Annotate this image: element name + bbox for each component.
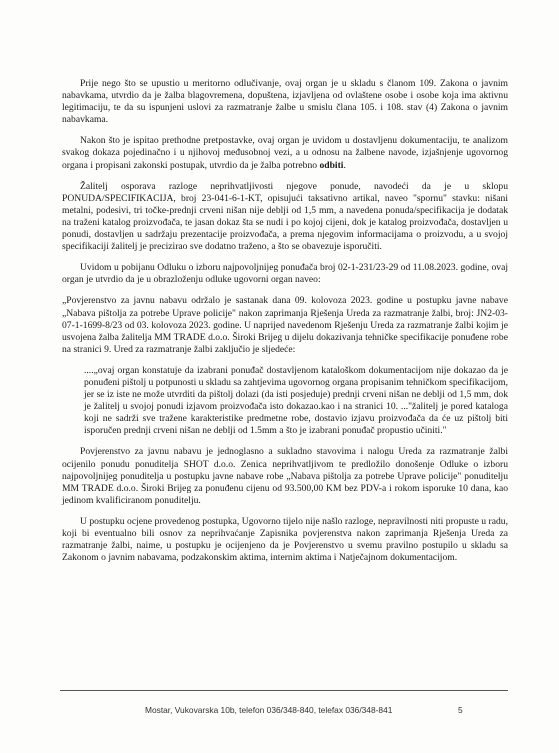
- quoted-office-conclusion: ....„ovaj organ konstatuje da izabrani ponuđač dostavljenom kataloškom dokumentacijom nije dokazao da je ponuđeni pištolj u potpunosti u skladu sa zahtjevima ugovornog organa propisanim tehničkom specifikacijom, jer se iz iste ne može utvrditi da pištolj dolazi (da isti posjeduje) prednji crveni nišan ne deblji od 1,5 mm, dok je žalitelj u svojoj ponudi izjavom proizvođača isto dokazao.kao i na stranici 10. ..."žalitelj je pored kataloga koji ne sadrži sve tražene karakteristike predmetne robe, dostavio izjavu proizvođača da će uz pištolj biti isporučen prednji crveni nišan ne deblji od 1.5mm a što je izabrani ponuđač propustio učiniti.": [84, 364, 508, 437]
- paragraph-examination-text: Nakon što je ispitao prethodne pretpostavke, ovaj organ je uvidom u dostavljenu dokumentaciju, te analizom svakog dokaza pojedinačno i u njihovoj međusobnoj vezi, a u odnosu na žalbene navode, izjašnjenje ugovornog organa i propisani zakonski postupak, utvrdio da je žalba potrebno: [62, 135, 508, 171]
- paragraph-commission-proposal: Povjerenstvo za javnu nabavu je jednoglasno a sukladno stavovima i nalogu Ureda za razmatranje žalbi ocijenilo ponudu ponuditelja SHOT d.o.o. Zenica neprihvatljivom te predložilo donošenje Odluke o izboru najpovoljnijeg ponuditelja u postupku javne nabave robe „Nabava pištolja za potrebe Uprave policije" ponuditelju MM TRADE d.o.o. Široki Brijeg za ponuđenu cijenu od 93.500,00 KM bez PDV-a i rokom isporuke 10 dana, kao jedinom kvalificiranom ponuditelju.: [62, 446, 508, 506]
- decision-keyword: odbiti: [319, 159, 344, 171]
- quoted-commission-statement: „Povjerenstvo za javnu nabavu održalo je sastanak dana 09. kolovoza 2023. godine u postupku javne nabave „Nabava pištolja za potrebe Uprave policije" nakon zaprimanja Rješenja Ureda za razmatranje žalbi, broj: JN2-03-07-1-1699-8/23 od 03. kolovoza 2023. godine. U naprijed navedenom Rješenju Ureda za razmatranje žalbi kojim je usvojena žalba žalitelja MM TRADE d.o.o. Široki Brijeg u dijelu dokazivanja tehničke specifikacije ponuđene robe na stranici 9. Ured za razmatranje žalbi zaključio je sljedeće:: [62, 295, 508, 355]
- document-body: [62, 78, 508, 573]
- page-number: 5: [458, 705, 463, 715]
- paragraph-appellant-claims: Žalitelj osporava razloge neprihvatljivosti njegove ponude, navodeći da je u sklopu PONUDA/SPECIFIKACIJA, broj 23-041-6-1-KT, opisujući taksativno artikal, naveo "spornu" stavku: nišani metalni, podesivi, tri točke-prednji crveni nišan nije deblji od 1,5 mm, a navedena ponuda/specifikacija je dodatak na traženi katalog proizvođača, te jasan dokaz šta se nudi i po kojoj cijeni, dok je katalog proizvođača, dostavljen u ponudi, dostavljen u sadržaju prezentacije proizvođača, a prema njegovim informacijama o proizvodu, a u svojoj specifikaciji žalitelj je precizirao sve dodatno traženo, a što se obavezuje isporučiti.: [62, 180, 508, 253]
- paragraph-examination-end: .: [343, 159, 346, 171]
- footer-address: Mostar, Vukovarska 10b, telefon 036/348-840, telefax 036/348-841: [145, 705, 393, 715]
- paragraph-decision-review: Uvidom u pobijanu Odluku o izboru najpovoljnijeg ponuđača broj 02-1-231/23-29 od 11.08.2023. godine, ovaj organ je utvrdio da je u obrazloženju odluke ugovorni organ naveo:: [62, 262, 508, 286]
- paragraph-examination: [62, 135, 508, 171]
- paragraph-admissibility: Prije nego što se upustio u meritorno odlučivanje, ovaj organ je u skladu s članom 109. Zakona o javnim nabavkama, utvrdio da je žalba blagovremena, dopuštena, izjavljena od ovlaštene osobe i osobe koja ima aktivnu legitimaciju, te da su ispunjeni uslovi za razmatranje žalbe u smislu člana 105. i 108. stav (4) Zakona o javnim nabavkama.: [62, 78, 508, 126]
- paragraph-procedure-assessment: U postupku ocjene provedenog postupka, Ugovorno tijelo nije našlo razloge, nepravilnosti niti propuste u radu, koji bi eventualno bili osnov za neprihvaćanje Zapisnika povjerenstva nakon zaprimanja Rješenja Ureda za razmatranje žalbi, naime, u postupku je ocijenjeno da je Povjerenstvo u svemu pravilno postupilo u skladu sa Zakonom o javnim nabavama, podzakonskim aktima, internim aktima i Natječajnom dokumentacijom.: [62, 515, 508, 564]
- footer-divider: [60, 690, 508, 691]
